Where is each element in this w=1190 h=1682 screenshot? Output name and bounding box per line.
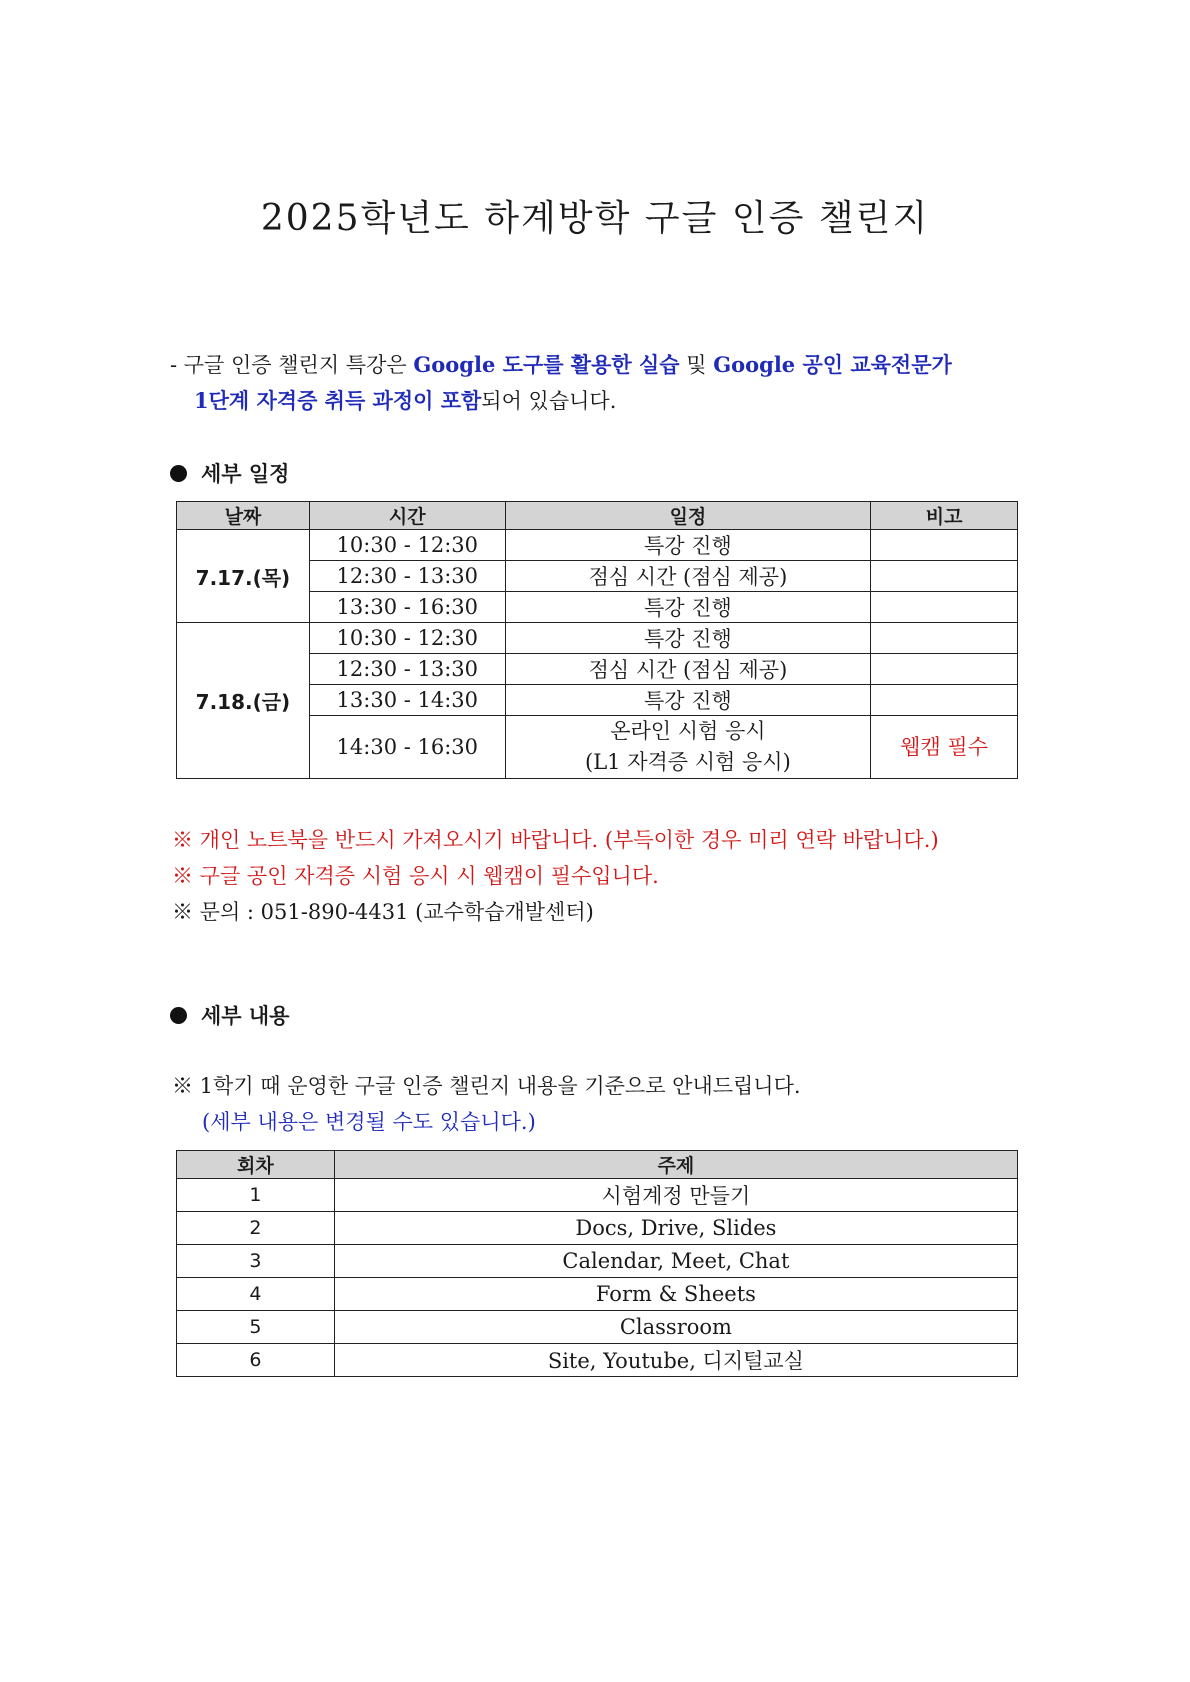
detail-note-text: ※ 1학기 때 운영한 구글 인증 챌린지 내용을 기준으로 안내드립니다. <box>172 1074 801 1098</box>
table-header-row <box>177 502 1018 530</box>
intro-text-mid: 및 <box>679 353 714 377</box>
session-number: 6 <box>177 1344 335 1377</box>
time-cell: 12:30 - 13:30 <box>309 654 505 685</box>
time-cell: 12:30 - 13:30 <box>309 561 505 592</box>
event-cell: 특강 진행 <box>505 623 871 654</box>
table-row <box>177 530 1018 561</box>
table-row <box>177 1311 1018 1344</box>
note-cell: 웹캠 필수 <box>871 716 1018 779</box>
note-cell <box>871 530 1018 561</box>
topic-cell: 시험계정 만들기 <box>334 1179 1017 1212</box>
table-row <box>177 1245 1018 1278</box>
time-cell: 13:30 - 14:30 <box>309 685 505 716</box>
note-cell <box>871 654 1018 685</box>
note-contact: ※ 문의 : 051-890-4431 (교수학습개발센터) <box>172 900 594 924</box>
date-cell: 7.18.(금) <box>177 623 310 779</box>
schedule-table <box>176 501 1018 779</box>
table-row <box>177 623 1018 654</box>
session-number: 4 <box>177 1278 335 1311</box>
page-title: 2025학년도 하계방학 구글 인증 챌린지 <box>260 198 930 239</box>
note-cell <box>871 561 1018 592</box>
event-cell: 점심 시간 (점심 제공) <box>505 561 871 592</box>
section-title: 세부 내용 <box>201 1003 290 1028</box>
table-row <box>177 1179 1018 1212</box>
topic-cell: Classroom <box>334 1311 1017 1344</box>
event-cell: 특강 진행 <box>505 685 871 716</box>
intro-highlight-1: Google 도구를 활용한 실습 <box>413 352 680 377</box>
table-row <box>177 1212 1018 1245</box>
intro-text-tail: 되어 있습니다. <box>481 389 617 413</box>
event-line-sub: (L1 자격증 시험 응시) <box>585 750 791 774</box>
section-title: 세부 일정 <box>201 461 290 486</box>
bullet-icon <box>170 465 187 482</box>
intro-text: - 구글 인증 챌린지 특강은 <box>170 353 414 377</box>
topic-cell: Site, Youtube, 디지털교실 <box>334 1344 1017 1377</box>
detail-note <box>172 1068 801 1140</box>
note-laptop: ※ 개인 노트북을 반드시 가져오시기 바랍니다. (부득이한 경우 미리 연락 바랍니다.) <box>172 828 939 852</box>
topic-cell: Calendar, Meet, Chat <box>334 1245 1017 1278</box>
session-number: 1 <box>177 1179 335 1212</box>
note-webcam: ※ 구글 공인 자격증 시험 응시 시 웹캠이 필수입니다. <box>172 864 659 888</box>
section-heading-schedule <box>170 458 289 488</box>
topic-cell: Docs, Drive, Slides <box>334 1212 1017 1245</box>
time-cell: 10:30 - 12:30 <box>309 623 505 654</box>
topics-table <box>176 1150 1018 1377</box>
event-cell <box>505 716 871 779</box>
header-time: 시간 <box>309 502 505 530</box>
header-note: 비고 <box>871 502 1018 530</box>
event-cell: 특강 진행 <box>505 530 871 561</box>
note-cell <box>871 685 1018 716</box>
intro-highlight-2: Google 공인 교육전문가 <box>713 352 952 377</box>
time-cell: 10:30 - 12:30 <box>309 530 505 561</box>
table-row <box>177 1278 1018 1311</box>
session-number: 5 <box>177 1311 335 1344</box>
topic-cell: Form & Sheets <box>334 1278 1017 1311</box>
note-cell <box>871 592 1018 623</box>
session-number: 3 <box>177 1245 335 1278</box>
header-session: 회차 <box>177 1151 335 1179</box>
header-event: 일정 <box>505 502 871 530</box>
note-cell <box>871 623 1018 654</box>
event-cell: 특강 진행 <box>505 592 871 623</box>
time-cell: 13:30 - 16:30 <box>309 592 505 623</box>
bullet-icon <box>170 1007 187 1024</box>
event-line: 온라인 시험 응시 <box>610 719 766 743</box>
table-header-row <box>177 1151 1018 1179</box>
notes <box>172 822 939 930</box>
date-cell: 7.17.(목) <box>177 530 310 623</box>
intro-highlight-3: 1단계 자격증 취득 과정이 포함 <box>194 388 482 413</box>
session-number: 2 <box>177 1212 335 1245</box>
intro-paragraph <box>170 347 1040 419</box>
header-date: 날짜 <box>177 502 310 530</box>
time-cell: 14:30 - 16:30 <box>309 716 505 779</box>
detail-note-sub: (세부 내용은 변경될 수도 있습니다.) <box>202 1110 536 1134</box>
header-topic: 주제 <box>334 1151 1017 1179</box>
event-cell: 점심 시간 (점심 제공) <box>505 654 871 685</box>
table-row <box>177 1344 1018 1377</box>
section-heading-details <box>170 1000 289 1030</box>
